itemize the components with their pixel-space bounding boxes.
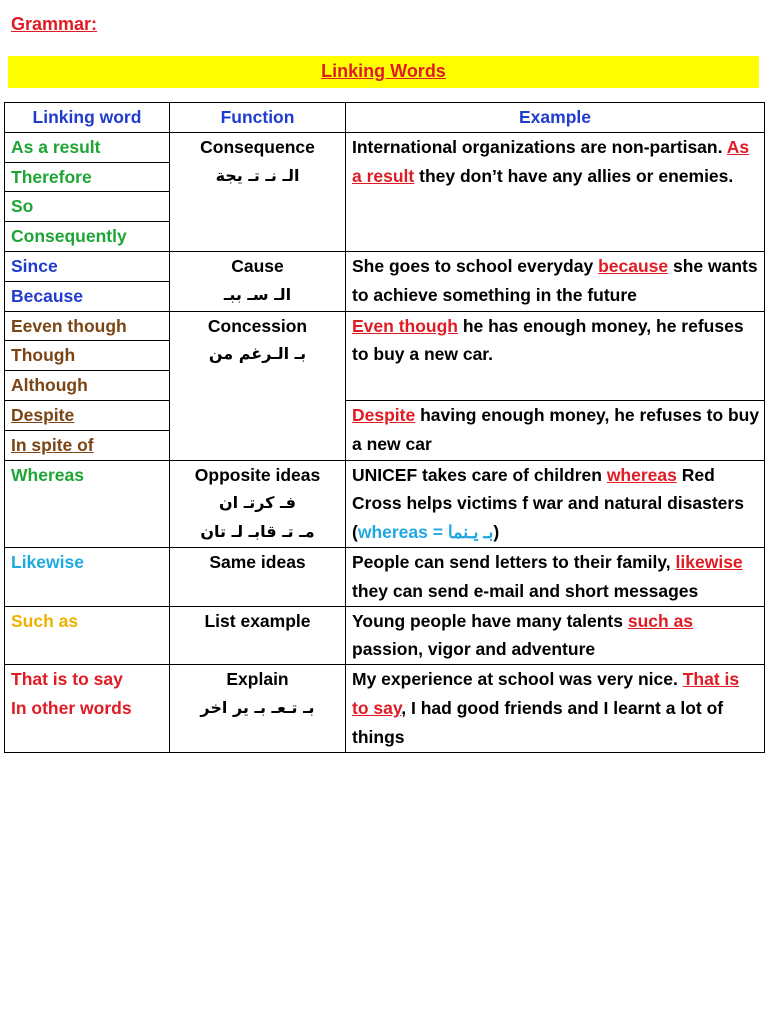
example-highlight: because	[598, 255, 669, 276]
example-note: whereas = بـ يـنما	[357, 522, 494, 543]
example-text: My experience at school was very nice.	[352, 669, 683, 690]
header-linking-word: Linking word	[5, 103, 170, 133]
function-arabic: بـ الـرغم من	[208, 344, 307, 364]
word-therefore: Therefore	[5, 162, 170, 192]
word-consequently: Consequently	[5, 222, 170, 252]
table-row	[5, 665, 765, 752]
example-highlight: That is to say	[352, 669, 740, 718]
function-arabic: مـ تـ قابـ لـ تان	[200, 522, 315, 542]
word-despite: Despite	[5, 400, 170, 430]
example-text: having enough money, he refuses to buy a new car	[352, 404, 760, 454]
example-explain	[346, 665, 765, 752]
table-row	[5, 400, 765, 430]
example-text: , I had good friends and I learnt a lot of things	[352, 697, 724, 747]
function-label: Concession	[207, 315, 308, 336]
example-text: they don’t have any allies or enemies.	[414, 165, 734, 186]
example-text: he has enough money, he refuses to buy a new car.	[352, 315, 744, 365]
example-text: Young people have many talents	[352, 610, 628, 631]
function-arabic: الـ سـ ببـ	[223, 284, 292, 304]
word-although: Although	[5, 371, 170, 401]
example-highlight: whereas	[606, 464, 677, 485]
word-label: In other words	[11, 697, 132, 718]
example-same	[346, 547, 765, 606]
example-highlight: Even though	[352, 315, 458, 336]
function-concession	[170, 311, 346, 460]
word-that-is-to-say	[5, 665, 170, 752]
example-text: Red Cross helps victims f war and natural disasters (	[352, 464, 744, 543]
function-arabic: بـ تـعـ بـ ير اخر	[200, 697, 315, 717]
function-label: Explain	[226, 669, 289, 690]
table-row	[5, 251, 765, 281]
example-text: She goes to school everyday	[352, 255, 599, 276]
table-row	[5, 547, 765, 606]
example-text: she wants to achieve something in the future	[352, 255, 758, 305]
example-opposite	[346, 460, 765, 547]
example-highlight: such as	[627, 610, 694, 631]
function-consequence	[170, 132, 346, 251]
example-highlight: likewise	[675, 551, 743, 572]
word-though: Though	[5, 341, 170, 371]
function-opposite	[170, 460, 346, 547]
example-list	[346, 606, 765, 665]
example-consequence	[346, 132, 765, 251]
example-text: International organizations are non-partisan.	[352, 136, 727, 157]
word-so: So	[5, 192, 170, 222]
linking-words-table	[4, 102, 765, 753]
example-text: People can send letters to their family,	[352, 551, 676, 572]
example-concession-1	[346, 311, 765, 400]
table-row	[5, 311, 765, 341]
function-arabic: الـ نـ تـ يجة	[215, 165, 300, 185]
word-likewise: Likewise	[5, 547, 170, 606]
word-in-spite-of: In spite of	[5, 430, 170, 460]
example-text: UNICEF takes care of children	[352, 464, 607, 485]
header-example: Example	[346, 103, 765, 133]
table-row	[5, 460, 765, 547]
table-row	[5, 132, 765, 162]
banner-title: Linking Words	[321, 61, 446, 81]
function-cause	[170, 251, 346, 311]
function-label: Cause	[231, 255, 284, 276]
grammar-heading: Grammar:	[11, 14, 98, 34]
function-arabic: فـ كرتـ ان	[219, 493, 296, 513]
header-function: Function	[170, 103, 346, 133]
header-row	[5, 103, 765, 133]
word-whereas: Whereas	[5, 460, 170, 547]
word-even-though: Eeven though	[5, 311, 170, 341]
function-same	[170, 547, 346, 606]
example-highlight: As a result	[352, 136, 750, 186]
example-cause	[346, 251, 765, 311]
word-as-a-result: As a result	[5, 132, 170, 162]
function-explain	[170, 665, 346, 752]
table-row	[5, 606, 765, 665]
function-label: Opposite ideas	[194, 464, 321, 485]
word-such-as: Such as	[5, 606, 170, 665]
word-since: Since	[5, 251, 170, 281]
function-label: Consequence	[200, 136, 315, 157]
example-text: they can send e-mail and short messages	[352, 580, 699, 601]
function-label: List example	[204, 610, 311, 631]
word-because: Because	[5, 281, 170, 311]
example-highlight: Despite	[352, 404, 416, 425]
word-label: That is to say	[11, 669, 123, 690]
function-list	[170, 606, 346, 665]
title-banner	[8, 56, 759, 88]
example-text: )	[493, 522, 500, 543]
function-label: Same ideas	[209, 551, 306, 572]
example-concession-2	[346, 400, 765, 460]
example-text: passion, vigor and adventure	[352, 639, 596, 660]
